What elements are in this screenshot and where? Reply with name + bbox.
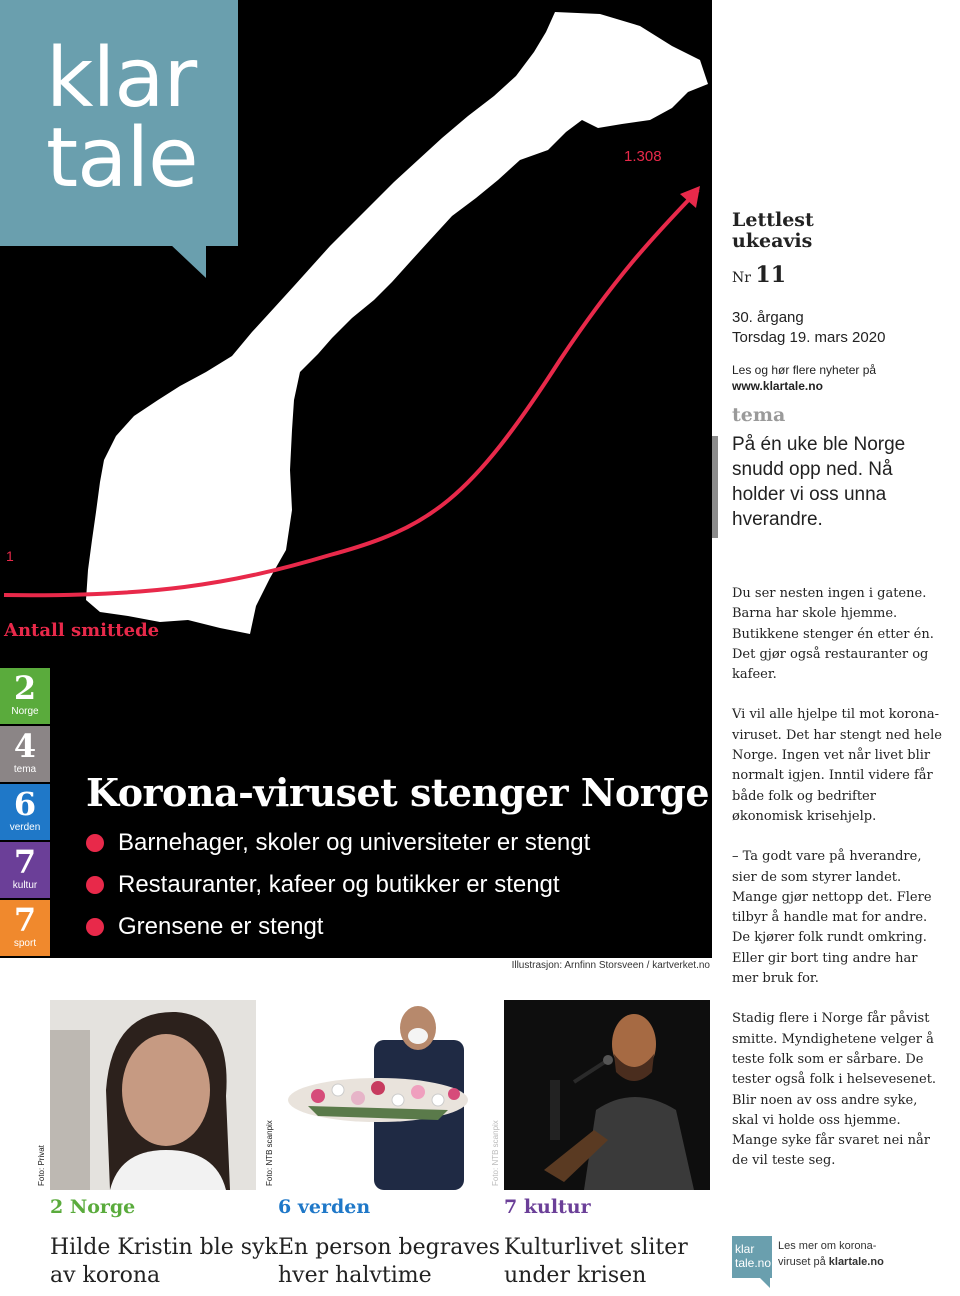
story-title-kultur[interactable]: Kulturlivet sliter under krisen [504,1235,688,1288]
logo-word-tale: tale [46,111,198,206]
logo-word-klar: klar [46,31,197,126]
bullet-dot-icon [86,876,104,894]
woman-portrait [50,1000,256,1190]
body-paragraph: Du ser nesten ingen i gatene. Barna har skole hjemme. Butikkene stenger én etter én. Det gjør også restauranter og kafeer. [732,586,934,683]
story-section-kultur[interactable]: 7 kultur [504,1196,591,1218]
body-paragraph: – Ta godt vare på hverandre, sier de som styrer landet. Mange gjør nettopp det. Flere tilbyr å handle mat for andre. De kjører folk rundt omkring. Eller gir bort ting andre har mer bruk for. [732,849,932,987]
tema-text[interactable]: På én uke ble Norge snudd opp ned. Nå holder vi oss unna hverandre. [732,434,906,530]
bullet-item: Barnehager, skoler og universiteter er stengt [86,828,590,858]
musician-photo [504,1000,710,1190]
index-tab-tema[interactable]: 4 tema [0,726,50,782]
volume-date: 30. årgang Torsdag 19. mars 2020 [732,309,886,346]
story-title-norge[interactable]: Hilde Kristin ble syk av korona [50,1235,278,1288]
issue-number: Nr 11 [732,262,787,288]
body-paragraph: Vi vil alle hjelpe til mot korona-viruset. Det har stengt ned hele Norge. Ingen vet når livet blir normalt igjen. Inntil videre får både folk og bedrifter økonomisk krisehjelp. [732,707,942,824]
footer-site-link[interactable]: klartale.no [828,1256,884,1268]
bullet-dot-icon [86,918,104,936]
logo-speech-tail [170,244,206,278]
start-value-label: 1 [6,548,14,564]
bullet-item: Grensene er stengt [86,912,323,942]
illustration-credit: Illustrasjon: Arnfinn Storsveen / kartverket.no [511,960,710,971]
readmore-note: Les og hør flere nyheter på www.klartale.no [732,363,877,393]
footer-logo-tail [760,1278,770,1288]
body-paragraph: Stadig flere i Norge får påvist smitte. Myndighetene velger å teste folk som er sårbare. De tester også folk i helsevesenet. Blir noen av oss andre syke, skal vi holde oss hjemme. Mange syke får svaret nei når de vil teste seg. [732,1011,937,1169]
bullet-item: Restauranter, kafeer og butikker er stengt [86,870,560,900]
tema-label: tema [732,404,786,426]
story-section-verden[interactable]: 6 verden [278,1196,371,1218]
bullet-dot-icon [86,834,104,852]
end-value-label: 1.308 [624,148,662,165]
photo-credit: Foto: NTB scanpix [491,1120,500,1186]
paper-name: Lettlest ukeavis [732,209,814,252]
footer-logo[interactable]: klar tale.no [732,1236,772,1278]
index-tab-sport[interactable]: 7 sport [0,900,50,956]
index-tab-kultur[interactable]: 7 kultur [0,842,50,898]
axis-label: Antall smittede [4,620,160,641]
index-tab-norge[interactable]: 2 Norge [0,668,50,724]
photo-credit: Foto: Privat [37,1145,46,1186]
tema-bar [712,436,718,538]
story-section-norge[interactable]: 2 Norge [50,1196,136,1218]
funeral-photo [278,1000,484,1190]
lead-article [732,584,944,1192]
headline[interactable]: Korona-viruset stenger Norge [86,770,710,815]
story-title-verden[interactable]: En person begraves hver halvtime [278,1235,501,1288]
photo-credit: Foto: NTB scanpix [265,1120,274,1186]
website-link[interactable]: www.klartale.no [732,379,823,393]
story-photo-norge[interactable] [37,1000,256,1190]
index-tab-verden[interactable]: 6 verden [0,784,50,840]
footer-promo-text: Les mer om korona- viruset på klartale.no [778,1240,884,1268]
story-photo-kultur[interactable] [491,1000,710,1190]
klartale-logo[interactable] [0,0,238,246]
story-photo-verden[interactable] [265,1000,484,1190]
